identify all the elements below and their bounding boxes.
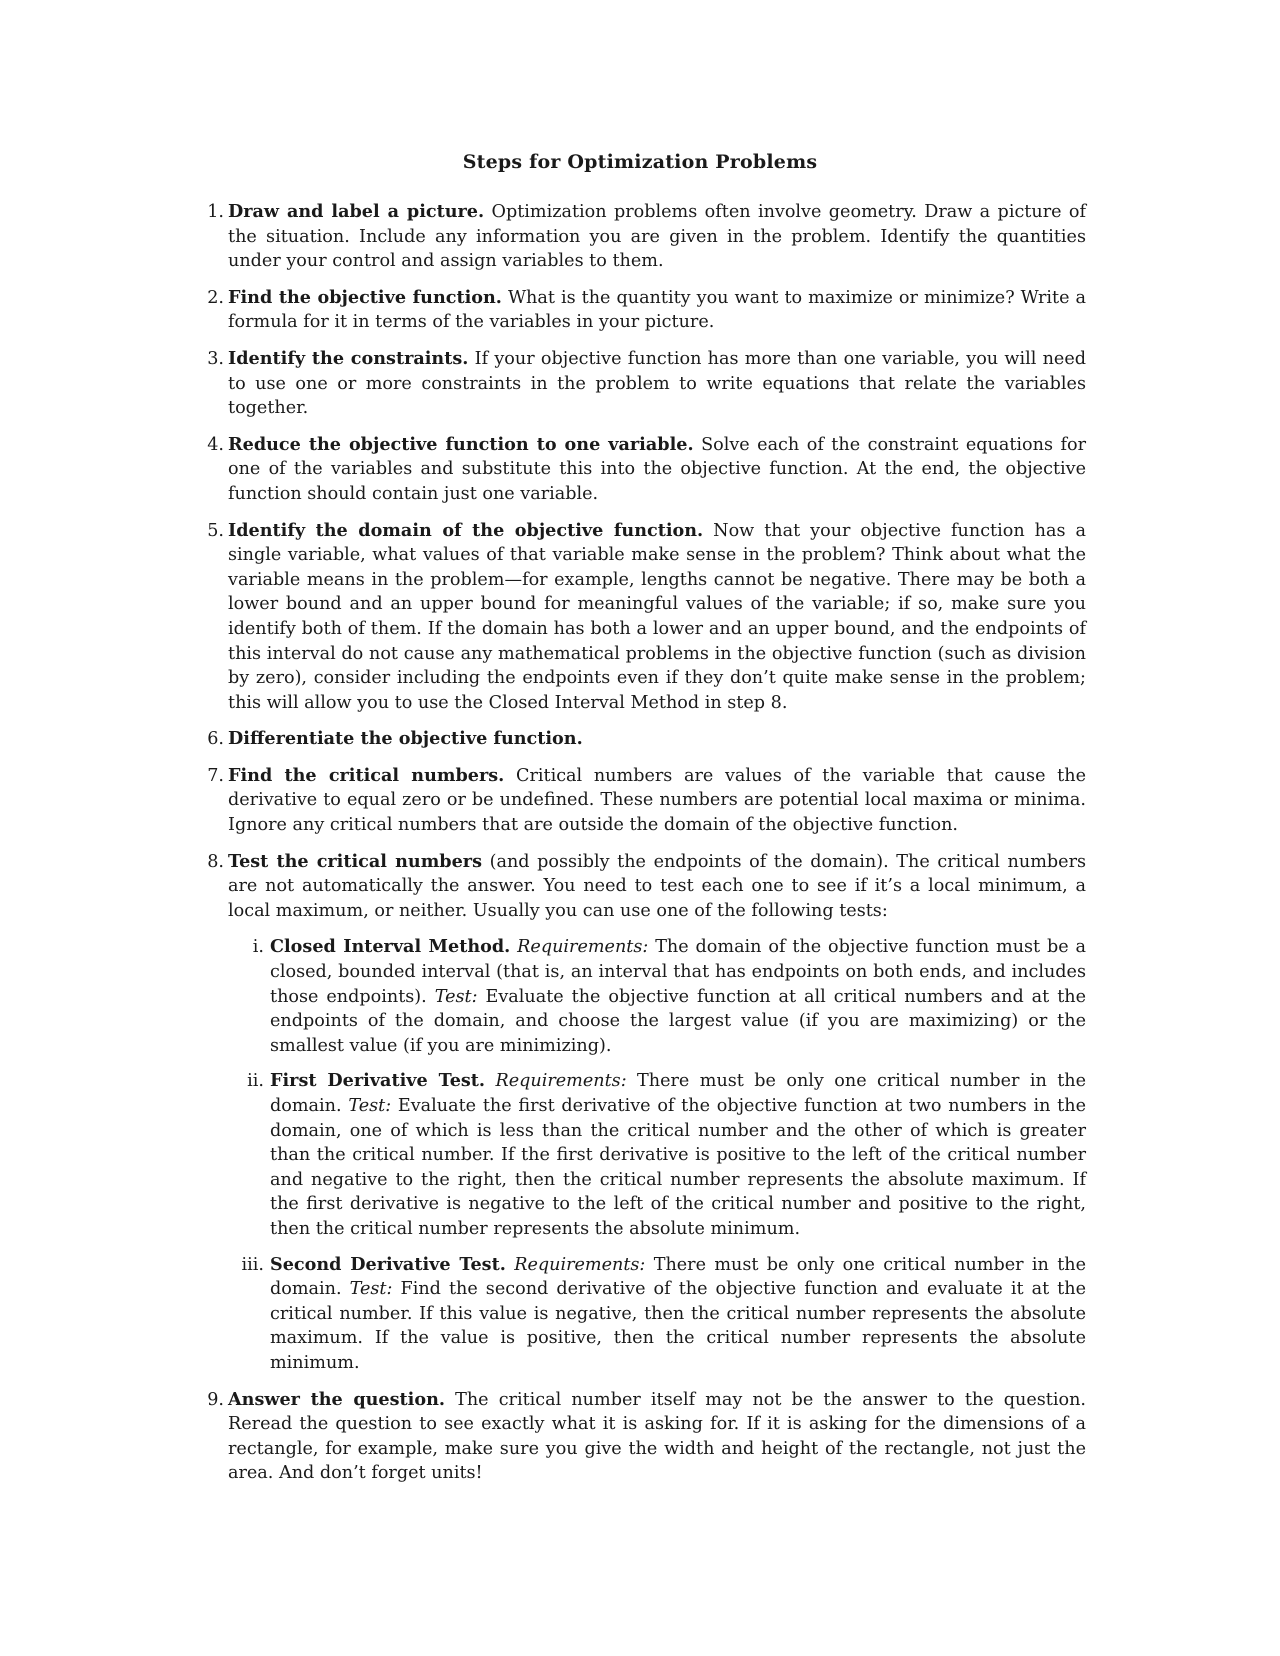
step-body: Critical numbers are values of the variable that cause the derivative to equal zero or be undefined. These numbers are potential local maxima or minima. Ignore any critical numbers that are outside the domain of the objective function. (228, 765, 1086, 836)
step-body: Solve each of the constraint equations for one of the variables and substitute this into the objective function. At the end, the objective function should contain just one variable. (228, 434, 1086, 504)
step-number: 9. (207, 1389, 224, 1410)
step-item (207, 200, 1087, 274)
step-heading: Test the critical numbers (228, 850, 482, 872)
test-number: ii. (247, 1071, 264, 1092)
step-body: The critical number itself may not be the answer to the question. Reread the question to see exactly what it is asking for. If it is asking for the dimensions of a rectangle, for example, make sure you give the width and height of the rectangle, not just the area. And don’t forget units! (228, 1389, 1087, 1484)
step-item (207, 286, 1086, 335)
step-body: (and possibly the endpoints of the domain). The critical numbers are not automatically the answer. You need to test each one to see if it’s a local minimum, a local maximum, or neither. Usually you can use one of the following tests: (228, 851, 1087, 921)
step-item (207, 850, 1087, 1376)
step-heading: Identify the domain of the objective function. (228, 519, 704, 541)
step-item (207, 1388, 1087, 1486)
step-heading: Reduce the objective function to one variable. (228, 433, 694, 455)
step-number: 6. (207, 729, 224, 750)
step-number: 3. (207, 348, 224, 369)
test-text: Evaluate the objective function at all critical numbers and at the endpoints of the domain, and choose the largest value (if you are maximizing) or the smallest value (if you are minimizing). (270, 986, 1087, 1056)
test-heading: Closed Interval Method. (270, 936, 511, 958)
step-body: Now that your objective function has a single variable, what values of that variable make sense in the problem? Think about what the variable means in the problem—for example, lengths cannot be negative. There may be both a lower bound and an upper bound for meaningful values of the variable; if so, make sure you identify both of them. If the domain has both a lower and an upper bound, and the endpoints of this interval do not cause any mathematical problems in the objective function (such as division by zero), consider including the endpoints even if they don’t quite make sense in the problem; this will allow you to use the Closed Interval Method in step 8. (228, 520, 1086, 713)
test-label: Test: (348, 1096, 392, 1116)
test-heading: Second Derivative Test. (270, 1253, 506, 1275)
requirements-text: The domain of the objective function must be a closed, bounded interval (that is, an interval that has endpoints on both ends, and includes those endpoints). (270, 937, 1087, 1007)
step-heading: Find the critical numbers. (228, 764, 505, 786)
step-body: Optimization problems often involve geometry. Draw a picture of the situation. Include any information you are given in the problem. Identify the quantities under your control and assign variables to them. (228, 202, 1087, 272)
step-item (207, 727, 1086, 752)
step-heading: Identify the constraints. (228, 347, 469, 369)
requirements-text: There must be only one critical number in the domain. (270, 1071, 1087, 1116)
step-heading: Differentiate the objective function. (228, 728, 583, 750)
step-heading: Answer the question. (228, 1388, 445, 1410)
page-title: Steps for Optimization Problems (462, 151, 818, 173)
step-item (207, 764, 1086, 838)
test-heading: First Derivative Test. (270, 1070, 486, 1092)
step-body: If your objective function has more than one variable, you will need to use one or more constraints in the problem to write equations that relate the variables together. (228, 348, 1086, 419)
test-number: i. (252, 937, 264, 958)
step-number: 2. (207, 287, 224, 308)
step-number: 4. (207, 434, 224, 455)
test-item (241, 1253, 1087, 1376)
steps-list (207, 200, 1087, 1498)
test-item (252, 935, 1087, 1058)
test-item (247, 1069, 1087, 1241)
test-list (228, 935, 1086, 1375)
requirements-label: Requirements: (495, 1071, 627, 1092)
test-label: Test: (434, 986, 478, 1007)
test-number: iii. (241, 1254, 264, 1275)
test-text: Find the second derivative of the objective function and evaluate it at the critical number. If this value is negative, then the critical number represents the absolute maximum. If the value is positive, then the critical number represents the absolute minimum. (270, 1279, 1087, 1373)
step-number: 8. (207, 851, 224, 872)
step-number: 1. (207, 202, 224, 222)
step-number: 5. (207, 520, 224, 541)
test-text: Evaluate the first derivative of the objective function at two numbers in the domain, one of which is less than the critical number and the other of which is greater than the critical number. If the first derivative is positive to the left of the critical number and negative to the right, then the critical number represents the absolute maximum. If the first derivative is negative to the left of the critical number and positive to the right, then the critical number represents the absolute minimum. (270, 1096, 1086, 1239)
step-heading: Find the objective function. (228, 286, 502, 308)
step-item (207, 519, 1086, 716)
requirements-label: Requirements: (514, 1254, 646, 1275)
test-label: Test: (349, 1279, 393, 1300)
step-heading: Draw and label a picture. (228, 201, 485, 222)
step-item (207, 347, 1086, 421)
requirements-text: There must be only one critical number in the domain. (270, 1254, 1087, 1300)
step-number: 7. (207, 765, 224, 786)
step-item (207, 433, 1086, 507)
step-body: What is the quantity you want to maximize or minimize? Write a formula for it in terms of the variables in your picture. (228, 287, 1086, 333)
requirements-label: Requirements: (517, 937, 649, 958)
